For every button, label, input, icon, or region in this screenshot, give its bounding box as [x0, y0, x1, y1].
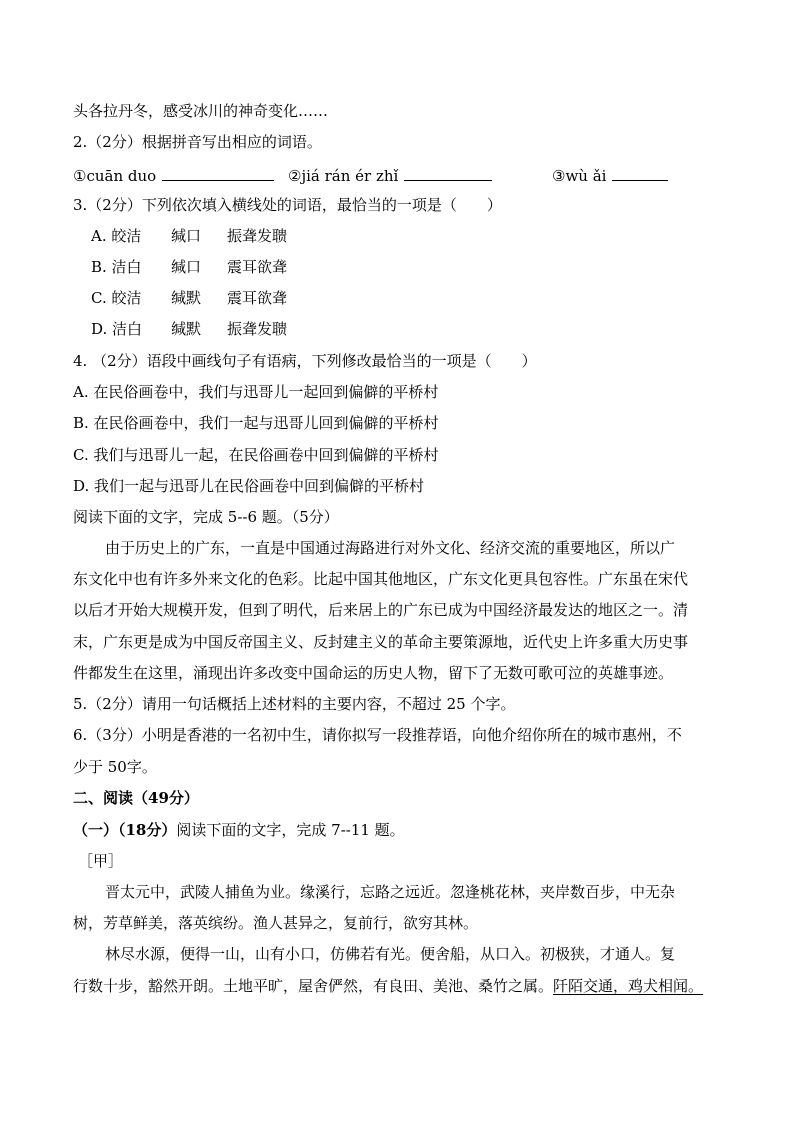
passage-jia-label: ［甲］ [78, 852, 124, 870]
answer-blank-1[interactable] [162, 164, 274, 181]
question-5: 5.（2分）请用一句话概括上述材料的主要内容，不超过 25 个字。 [73, 695, 516, 713]
q3-option-a: A. 皎洁 缄口 振聋发聩 [91, 227, 288, 245]
subsection-1 [73, 820, 405, 840]
q4-option-d: D. 我们一起与迅哥儿在民俗画卷中回到偏僻的平桥村 [73, 477, 425, 495]
passage-line: 以后才开始大规模开发，但到了明代，后来居上的广东已成为中国经济最发达的地区之一。清 [73, 601, 689, 619]
q4-option-a: A. 在民俗画卷中，我们与迅哥儿一起回到偏僻的平桥村 [73, 383, 439, 401]
classical-passage-line: 行数十步，豁然开朗。土地平旷，屋舍俨然，有良田、美池、桑竹之属。阡陌交通，鸡犬相闻。 [73, 977, 704, 995]
passage-line: 东文化中也有许多外来文化的色彩。比起中国其他地区，广东文化更具包容性。广东虽在宋代 [73, 570, 689, 588]
question-2-item-2 [288, 164, 492, 186]
q3-option-c: C. 皎洁 缄默 震耳欲聋 [91, 289, 288, 307]
q4-option-c: C. 我们与迅哥儿一起，在民俗画卷中回到偏僻的平桥村 [73, 446, 439, 464]
pinyin-3: ③wù ǎi [552, 167, 607, 185]
passage-line: 由于历史上的广东，一直是中国通过海路进行对外文化、经济交流的重要地区，所以广 [105, 539, 676, 557]
classical-passage-line: 树，芳草鲜美，落英缤纷。渔人甚异之，复前行，欲穷其林。 [73, 914, 479, 932]
question-3: 3.（2分）下列依次填入横线处的词语，最恰当的一项是（ ） [73, 196, 502, 214]
q3-option-d: D. 洁白 缄默 振聋发聩 [91, 320, 288, 338]
pinyin-1: ①cuān duo [73, 167, 157, 185]
subsection-1-label: （一）（18分） [73, 821, 177, 839]
q4-option-b: B. 在民俗画卷中，我们一起与迅哥儿回到偏僻的平桥村 [73, 414, 439, 432]
pinyin-2: ②jiá rán ér zhǐ [288, 167, 399, 185]
subsection-1-instruction: 阅读下面的文字，完成 7--11 题。 [176, 821, 405, 839]
section-2-heading: 二、阅读（49分） [73, 789, 199, 807]
answer-blank-3[interactable] [612, 164, 668, 181]
question-4: 4. （2分）语段中画线句子有语病，下列修改最恰当的一项是（ ） [73, 352, 537, 370]
question-6-cont: 少于 50字。 [73, 758, 157, 776]
classical-passage-line: 林尽水源，便得一山，山有小口，仿佛若有光。便舍船，从口入。初极狭，才通人。复 [105, 945, 676, 963]
classical-passage-line: 晋太元中，武陵人捕鱼为业。缘溪行，忘路之远近。忽逢桃花林，夹岸数百步，中无杂 [105, 883, 676, 901]
underlined-sentence: 阡陌交通，鸡犬相闻。 [553, 977, 704, 995]
question-6: 6.（3分）小明是香港的一名初中生，请你拟写一段推荐语，向他介绍你所在的城市惠州，不 [73, 726, 682, 744]
reading-intro: 阅读下面的文字，完成 5--6 题。（5分） [73, 508, 339, 526]
q3-option-b: B. 洁白 缄口 震耳欲聋 [91, 258, 288, 276]
question-2-item-3 [552, 164, 668, 186]
passage-line: 末，广东更是成为中国反帝国主义、反封建主义的革命主要策源地，近代史上许多重大历史事 [73, 633, 689, 651]
question-2-items [73, 164, 274, 186]
text-line: 头各拉丹冬，感受冰川的神奇变化…… [73, 102, 329, 120]
passage-line: 件都发生在这里，涌现出许多改变中国命运的历史人物，留下了无数可歌可泣的英雄事迹。 [73, 664, 674, 682]
question-2: 2.（2分）根据拼音写出相应的词语。 [73, 133, 322, 151]
answer-blank-2[interactable] [404, 164, 492, 181]
